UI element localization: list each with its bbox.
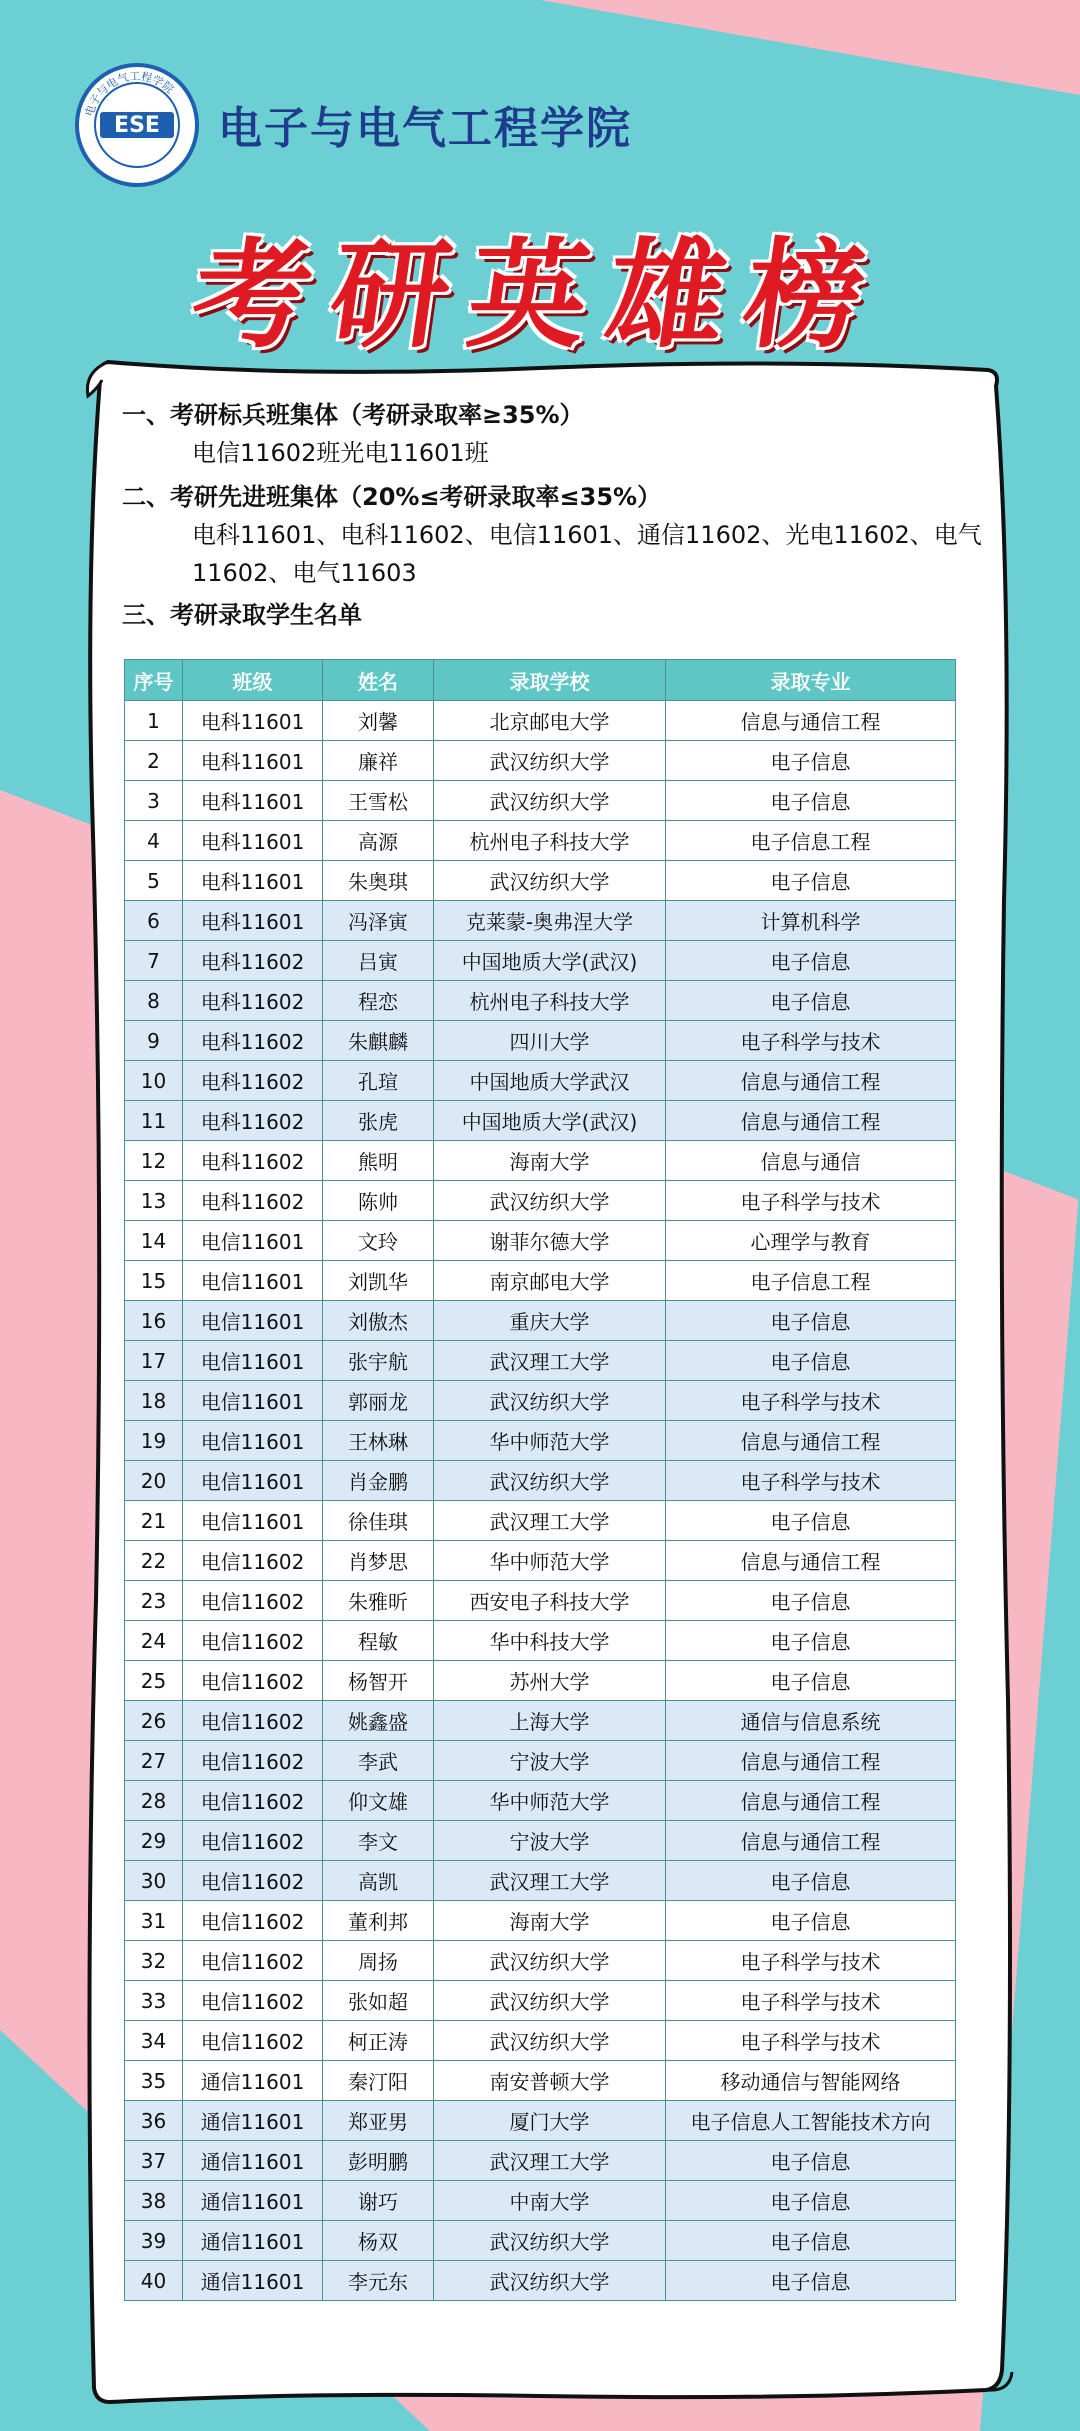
cell-school: 杭州电子科技大学 xyxy=(434,821,666,861)
table-row xyxy=(125,1621,956,1661)
cell-class: 电信11602 xyxy=(183,1981,323,2021)
table-row xyxy=(125,741,956,781)
cell-class: 电科11602 xyxy=(183,1061,323,1101)
cell-major: 通信与信息系统 xyxy=(666,1701,956,1741)
college-name: 电子与电气工程学院 xyxy=(218,103,632,154)
table-row xyxy=(125,1101,956,1141)
cell-name: 李文 xyxy=(323,1821,434,1861)
cell-major: 电子信息 xyxy=(666,2261,956,2301)
cell-school: 海南大学 xyxy=(434,1901,666,1941)
cell-major: 电子信息 xyxy=(666,741,956,781)
cell-school: 中国地质大学(武汉) xyxy=(434,941,666,981)
cell-class: 电信11601 xyxy=(183,1341,323,1381)
cell-major: 电子信息 xyxy=(666,1661,956,1701)
admission-table xyxy=(124,659,956,2301)
cell-no: 28 xyxy=(125,1781,183,1821)
cell-no: 39 xyxy=(125,2221,183,2261)
cell-school: 武汉理工大学 xyxy=(434,1501,666,1541)
table-row xyxy=(125,1701,956,1741)
cell-major: 电子信息人工智能技术方向 xyxy=(666,2101,956,2141)
table-row xyxy=(125,2061,956,2101)
cell-major: 信息与通信工程 xyxy=(666,1781,956,1821)
table-row xyxy=(125,1301,956,1341)
cell-class: 电信11602 xyxy=(183,1941,323,1981)
cell-school: 杭州电子科技大学 xyxy=(434,981,666,1021)
table-row xyxy=(125,1381,956,1421)
cell-no: 36 xyxy=(125,2101,183,2141)
cell-class: 电科11602 xyxy=(183,981,323,1021)
cell-major: 信息与通信工程 xyxy=(666,1061,956,1101)
table-row xyxy=(125,2221,956,2261)
cell-name: 陈帅 xyxy=(323,1181,434,1221)
table-row xyxy=(125,2101,956,2141)
cell-class: 电信11601 xyxy=(183,1301,323,1341)
cell-name: 秦汀阳 xyxy=(323,2061,434,2101)
cell-school: 华中科技大学 xyxy=(434,1621,666,1661)
cell-major: 移动通信与智能网络 xyxy=(666,2061,956,2101)
cell-no: 16 xyxy=(125,1301,183,1341)
cell-name: 杨双 xyxy=(323,2221,434,2261)
table-row xyxy=(125,1541,956,1581)
cell-major: 电子信息工程 xyxy=(666,1261,956,1301)
table-header-row xyxy=(125,660,956,701)
cell-name: 程恋 xyxy=(323,981,434,1021)
table-row xyxy=(125,1581,956,1621)
cell-class: 电科11601 xyxy=(183,901,323,941)
cell-class: 通信11601 xyxy=(183,2221,323,2261)
cell-name: 姚鑫盛 xyxy=(323,1701,434,1741)
section-1-heading: 一、考研标兵班集体（考研录取率≥35%） xyxy=(122,401,584,429)
table-row xyxy=(125,1261,956,1301)
cell-no: 23 xyxy=(125,1581,183,1621)
cell-major: 电子信息 xyxy=(666,2221,956,2261)
cell-school: 北京邮电大学 xyxy=(434,701,666,741)
table-row xyxy=(125,1501,956,1541)
cell-major: 电子科学与技术 xyxy=(666,1381,956,1421)
cell-school: 武汉纺织大学 xyxy=(434,1981,666,2021)
cell-name: 高凯 xyxy=(323,1861,434,1901)
cell-major: 信息与通信工程 xyxy=(666,1821,956,1861)
cell-class: 电科11602 xyxy=(183,1021,323,1061)
cell-no: 4 xyxy=(125,821,183,861)
cell-class: 电信11602 xyxy=(183,1541,323,1581)
table-row xyxy=(125,2021,956,2061)
cell-class: 通信11601 xyxy=(183,2261,323,2301)
cell-school: 武汉理工大学 xyxy=(434,2141,666,2181)
cell-no: 3 xyxy=(125,781,183,821)
sections xyxy=(122,396,982,634)
table-row xyxy=(125,2181,956,2221)
cell-school: 宁波大学 xyxy=(434,1821,666,1861)
section-1-body: 电信11602班光电11601班 xyxy=(192,439,489,467)
cell-major: 信息与通信 xyxy=(666,1141,956,1181)
cell-school: 海南大学 xyxy=(434,1141,666,1181)
cell-class: 电科11601 xyxy=(183,861,323,901)
cell-name: 张如超 xyxy=(323,1981,434,2021)
cell-name: 张虎 xyxy=(323,1101,434,1141)
cell-class: 通信11601 xyxy=(183,2101,323,2141)
cell-class: 电科11602 xyxy=(183,1141,323,1181)
cell-name: 文玲 xyxy=(323,1221,434,1261)
table-row xyxy=(125,1021,956,1061)
cell-major: 电子科学与技术 xyxy=(666,1981,956,2021)
cell-name: 程敏 xyxy=(323,1621,434,1661)
cell-name: 周扬 xyxy=(323,1941,434,1981)
cell-major: 信息与通信工程 xyxy=(666,1421,956,1461)
table-row xyxy=(125,1061,956,1101)
cell-no: 30 xyxy=(125,1861,183,1901)
cell-class: 电科11602 xyxy=(183,941,323,981)
table-row xyxy=(125,1981,956,2021)
header-name: 姓名 xyxy=(323,660,434,701)
cell-school: 谢菲尔德大学 xyxy=(434,1221,666,1261)
cell-class: 电信11602 xyxy=(183,1901,323,1941)
cell-school: 武汉纺织大学 xyxy=(434,781,666,821)
cell-no: 31 xyxy=(125,1901,183,1941)
table-row xyxy=(125,1341,956,1381)
cell-major: 电子信息 xyxy=(666,1301,956,1341)
table-row xyxy=(125,701,956,741)
cell-no: 40 xyxy=(125,2261,183,2301)
cell-school: 武汉纺织大学 xyxy=(434,2021,666,2061)
cell-name: 廉祥 xyxy=(323,741,434,781)
table-row xyxy=(125,1781,956,1821)
cell-name: 王雪松 xyxy=(323,781,434,821)
cell-major: 信息与通信工程 xyxy=(666,701,956,741)
cell-major: 电子信息 xyxy=(666,1621,956,1661)
cell-no: 12 xyxy=(125,1141,183,1181)
table-row xyxy=(125,1941,956,1981)
cell-no: 1 xyxy=(125,701,183,741)
header-major: 录取专业 xyxy=(666,660,956,701)
cell-class: 电信11601 xyxy=(183,1421,323,1461)
cell-name: 王林琳 xyxy=(323,1421,434,1461)
cell-school: 华中师范大学 xyxy=(434,1541,666,1581)
cell-school: 武汉纺织大学 xyxy=(434,741,666,781)
cell-name: 朱麒麟 xyxy=(323,1021,434,1061)
cell-name: 徐佳琪 xyxy=(323,1501,434,1541)
cell-no: 15 xyxy=(125,1261,183,1301)
cell-major: 心理学与教育 xyxy=(666,1221,956,1261)
cell-school: 中国地质大学武汉 xyxy=(434,1061,666,1101)
cell-major: 电子科学与技术 xyxy=(666,1941,956,1981)
table-row xyxy=(125,1221,956,1261)
cell-class: 电信11602 xyxy=(183,1661,323,1701)
cell-class: 电信11601 xyxy=(183,1461,323,1501)
college-logo xyxy=(74,62,200,188)
cell-major: 电子信息 xyxy=(666,1581,956,1621)
cell-major: 电子信息 xyxy=(666,2181,956,2221)
cell-no: 17 xyxy=(125,1341,183,1381)
cell-no: 20 xyxy=(125,1461,183,1501)
cell-major: 电子信息 xyxy=(666,1501,956,1541)
cell-major: 信息与通信工程 xyxy=(666,1541,956,1581)
cell-name: 朱雅昕 xyxy=(323,1581,434,1621)
cell-no: 7 xyxy=(125,941,183,981)
cell-class: 电信11601 xyxy=(183,1221,323,1261)
cell-major: 电子科学与技术 xyxy=(666,1181,956,1221)
cell-major: 电子科学与技术 xyxy=(666,1021,956,1061)
cell-name: 吕寅 xyxy=(323,941,434,981)
cell-name: 刘凯华 xyxy=(323,1261,434,1301)
logo-letters: ESE xyxy=(114,113,160,138)
cell-name: 董利邦 xyxy=(323,1901,434,1941)
cell-school: 中国地质大学(武汉) xyxy=(434,1101,666,1141)
cell-school: 苏州大学 xyxy=(434,1661,666,1701)
header-school: 录取学校 xyxy=(434,660,666,701)
cell-major: 电子信息 xyxy=(666,1341,956,1381)
table-row xyxy=(125,981,956,1021)
cell-no: 35 xyxy=(125,2061,183,2101)
cell-name: 柯正涛 xyxy=(323,2021,434,2061)
cell-class: 电信11602 xyxy=(183,1781,323,1821)
cell-name: 谢巧 xyxy=(323,2181,434,2221)
cell-major: 电子科学与技术 xyxy=(666,1461,956,1501)
cell-name: 张宇航 xyxy=(323,1341,434,1381)
cell-no: 33 xyxy=(125,1981,183,2021)
cell-class: 通信11601 xyxy=(183,2181,323,2221)
cell-name: 肖梦思 xyxy=(323,1541,434,1581)
section-3-heading: 三、考研录取学生名单 xyxy=(122,601,362,629)
table-row xyxy=(125,2261,956,2301)
cell-no: 25 xyxy=(125,1661,183,1701)
cell-school: 重庆大学 xyxy=(434,1301,666,1341)
table-row xyxy=(125,1821,956,1861)
table-row xyxy=(125,2141,956,2181)
table-row xyxy=(125,901,956,941)
cell-school: 武汉纺织大学 xyxy=(434,1941,666,1981)
cell-class: 电信11601 xyxy=(183,1501,323,1541)
cell-major: 电子信息 xyxy=(666,781,956,821)
cell-major: 电子信息 xyxy=(666,981,956,1021)
cell-name: 刘馨 xyxy=(323,701,434,741)
cell-school: 西安电子科技大学 xyxy=(434,1581,666,1621)
cell-major: 电子信息工程 xyxy=(666,821,956,861)
cell-name: 孔瑄 xyxy=(323,1061,434,1101)
cell-class: 电信11602 xyxy=(183,2021,323,2061)
cell-school: 四川大学 xyxy=(434,1021,666,1061)
section-2-body: 电科11601、电科11602、电信11601、通信11602、光电11602、电气11602、电气11603 xyxy=(192,521,982,587)
cell-class: 电科11601 xyxy=(183,741,323,781)
cell-class: 电信11601 xyxy=(183,1381,323,1421)
cell-major: 电子信息 xyxy=(666,2141,956,2181)
cell-no: 5 xyxy=(125,861,183,901)
cell-school: 武汉纺织大学 xyxy=(434,2261,666,2301)
cell-class: 电信11601 xyxy=(183,1261,323,1301)
cell-school: 中南大学 xyxy=(434,2181,666,2221)
cell-no: 11 xyxy=(125,1101,183,1141)
logo-ring-text: 电子与电气工程学院 xyxy=(82,69,177,118)
cell-no: 22 xyxy=(125,1541,183,1581)
cell-no: 6 xyxy=(125,901,183,941)
cell-name: 朱奥琪 xyxy=(323,861,434,901)
cell-school: 南安普顿大学 xyxy=(434,2061,666,2101)
cell-name: 李武 xyxy=(323,1741,434,1781)
cell-school: 武汉纺织大学 xyxy=(434,2221,666,2261)
cell-name: 彭明鹏 xyxy=(323,2141,434,2181)
cell-no: 18 xyxy=(125,1381,183,1421)
cell-name: 仰文雄 xyxy=(323,1781,434,1821)
cell-school: 上海大学 xyxy=(434,1701,666,1741)
table-row xyxy=(125,1901,956,1941)
cell-class: 电科11601 xyxy=(183,701,323,741)
header-class: 班级 xyxy=(183,660,323,701)
table-row xyxy=(125,861,956,901)
page-title: 考研英雄榜 xyxy=(183,225,894,364)
cell-no: 13 xyxy=(125,1181,183,1221)
cell-school: 武汉理工大学 xyxy=(434,1341,666,1381)
cell-major: 电子信息 xyxy=(666,861,956,901)
cell-name: 熊明 xyxy=(323,1141,434,1181)
cell-school: 武汉纺织大学 xyxy=(434,1381,666,1421)
cell-no: 19 xyxy=(125,1421,183,1461)
cell-no: 14 xyxy=(125,1221,183,1261)
cell-name: 郑亚男 xyxy=(323,2101,434,2141)
cell-no: 38 xyxy=(125,2181,183,2221)
table-body xyxy=(125,701,956,2301)
cell-major: 信息与通信工程 xyxy=(666,1741,956,1781)
cell-school: 克莱蒙-奥弗涅大学 xyxy=(434,901,666,941)
cell-no: 34 xyxy=(125,2021,183,2061)
cell-no: 9 xyxy=(125,1021,183,1061)
cell-major: 电子科学与技术 xyxy=(666,2021,956,2061)
cell-class: 电科11602 xyxy=(183,1181,323,1221)
cell-name: 郭丽龙 xyxy=(323,1381,434,1421)
cell-class: 电信11602 xyxy=(183,1741,323,1781)
table-row xyxy=(125,1141,956,1181)
table-row xyxy=(125,1181,956,1221)
cell-class: 通信11601 xyxy=(183,2061,323,2101)
cell-class: 电信11602 xyxy=(183,1861,323,1901)
cell-name: 冯泽寅 xyxy=(323,901,434,941)
cell-no: 32 xyxy=(125,1941,183,1981)
cell-major: 电子信息 xyxy=(666,1861,956,1901)
cell-class: 电信11602 xyxy=(183,1821,323,1861)
cell-name: 李元东 xyxy=(323,2261,434,2301)
table-row xyxy=(125,1461,956,1501)
table-row xyxy=(125,1421,956,1461)
header-no: 序号 xyxy=(125,660,183,701)
cell-major: 电子信息 xyxy=(666,1901,956,1941)
cell-no: 2 xyxy=(125,741,183,781)
cell-class: 通信11601 xyxy=(183,2141,323,2181)
cell-major: 电子信息 xyxy=(666,941,956,981)
cell-no: 27 xyxy=(125,1741,183,1781)
cell-major: 信息与通信工程 xyxy=(666,1101,956,1141)
table-row xyxy=(125,1741,956,1781)
cell-class: 电科11601 xyxy=(183,781,323,821)
cell-no: 29 xyxy=(125,1821,183,1861)
cell-no: 8 xyxy=(125,981,183,1021)
cell-no: 10 xyxy=(125,1061,183,1101)
cell-class: 电科11602 xyxy=(183,1101,323,1141)
cell-class: 电信11602 xyxy=(183,1581,323,1621)
cell-name: 刘傲杰 xyxy=(323,1301,434,1341)
cell-school: 武汉纺织大学 xyxy=(434,1181,666,1221)
cell-class: 电科11601 xyxy=(183,821,323,861)
table-row xyxy=(125,1861,956,1901)
cell-school: 南京邮电大学 xyxy=(434,1261,666,1301)
cell-name: 肖金鹏 xyxy=(323,1461,434,1501)
cell-school: 武汉纺织大学 xyxy=(434,1461,666,1501)
cell-school: 华中师范大学 xyxy=(434,1421,666,1461)
cell-school: 华中师范大学 xyxy=(434,1781,666,1821)
cell-name: 高源 xyxy=(323,821,434,861)
table-row xyxy=(125,941,956,981)
section-2-heading: 二、考研先进班集体（20%≤考研录取率≤35%） xyxy=(122,483,662,511)
cell-no: 24 xyxy=(125,1621,183,1661)
cell-no: 26 xyxy=(125,1701,183,1741)
cell-no: 21 xyxy=(125,1501,183,1541)
cell-school: 厦门大学 xyxy=(434,2101,666,2141)
table-row xyxy=(125,1661,956,1701)
cell-name: 杨智开 xyxy=(323,1661,434,1701)
table-row xyxy=(125,781,956,821)
cell-school: 武汉理工大学 xyxy=(434,1861,666,1901)
cell-class: 电信11602 xyxy=(183,1701,323,1741)
table-row xyxy=(125,821,956,861)
cell-no: 37 xyxy=(125,2141,183,2181)
cell-school: 宁波大学 xyxy=(434,1741,666,1781)
cell-major: 计算机科学 xyxy=(666,901,956,941)
cell-class: 电信11602 xyxy=(183,1621,323,1661)
cell-school: 武汉纺织大学 xyxy=(434,861,666,901)
